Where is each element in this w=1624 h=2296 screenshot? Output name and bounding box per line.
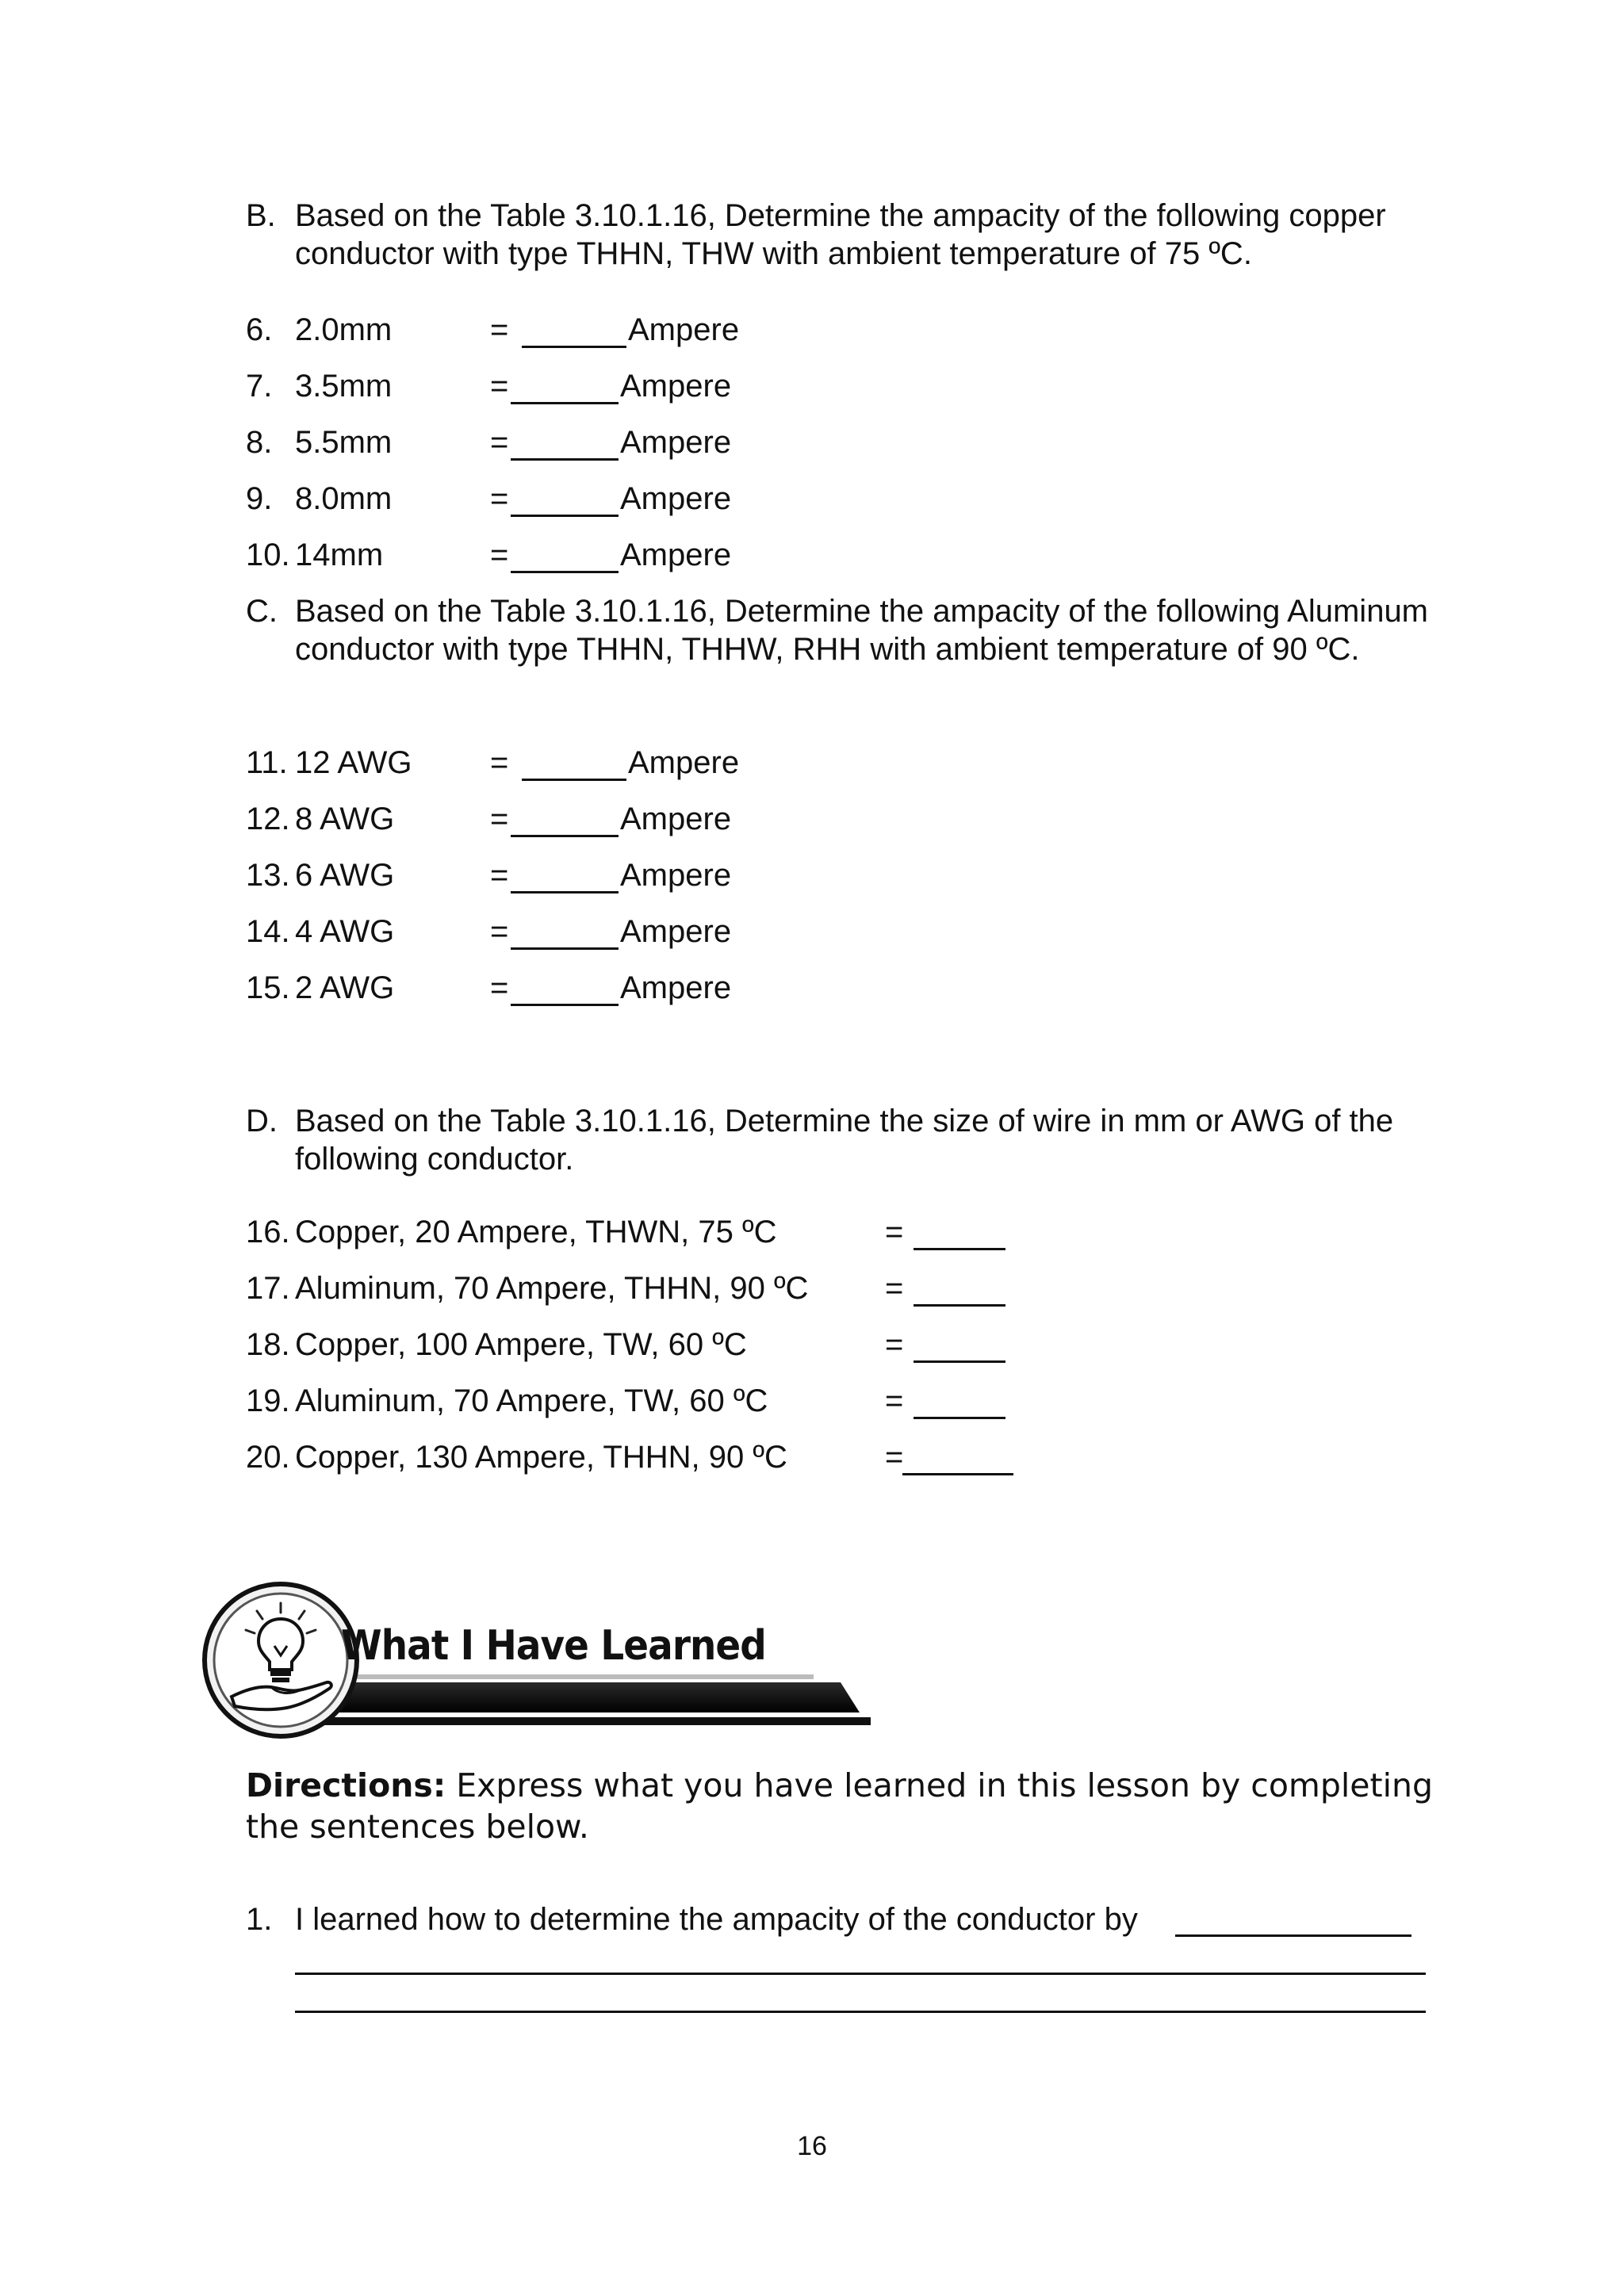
item-number: 7. xyxy=(246,369,273,404)
item-number: 19. xyxy=(246,1383,290,1418)
answer-blank[interactable] xyxy=(511,856,619,894)
item-label: 5.5mm xyxy=(295,425,393,460)
banner-title: What I Have Learned xyxy=(341,1622,766,1670)
unit-label: Ampere xyxy=(620,802,732,836)
item-label: 12 AWG xyxy=(295,745,412,780)
item-label: Copper, 20 Ampere, THWN, 75 ºC xyxy=(295,1215,777,1249)
item-number: 11. xyxy=(246,745,288,780)
item-label: 2.0mm xyxy=(295,312,393,347)
answer-blank[interactable] xyxy=(511,800,619,837)
equals-sign: = xyxy=(490,538,509,572)
directions-paragraph xyxy=(246,1765,1435,1847)
equals-sign: = xyxy=(885,1383,904,1418)
answer-blank[interactable] xyxy=(511,423,619,461)
equals-sign: = xyxy=(490,312,509,347)
answer-line[interactable] xyxy=(1175,1934,1411,1937)
item-number: 12. xyxy=(246,802,290,836)
equals-sign: = xyxy=(885,1215,904,1249)
item-label: Copper, 130 Ampere, THHN, 90 ºC xyxy=(295,1440,787,1475)
unit-label: Ampere xyxy=(620,481,732,516)
equals-sign: = xyxy=(490,425,509,460)
item-label: 8.0mm xyxy=(295,481,393,516)
item-label: 6 AWG xyxy=(295,858,395,893)
section-b-letter: B. xyxy=(246,198,276,233)
equals-sign: = xyxy=(490,858,509,893)
directions-label: Directions: xyxy=(246,1766,446,1804)
item-number: 9. xyxy=(246,481,273,516)
item-label: 2 AWG xyxy=(295,970,395,1005)
unit-label: Ampere xyxy=(620,538,732,572)
answer-blank[interactable] xyxy=(511,969,619,1006)
item-label: 3.5mm xyxy=(295,369,393,404)
section-b-instructions: Based on the Table 3.10.1.16, Determine the ampacity of the following copper conductor with type THHN, THW with ambient temperature of 75 ºC. xyxy=(295,198,1386,271)
unit-label: Ampere xyxy=(620,369,732,404)
answer-blank[interactable] xyxy=(914,1326,1005,1363)
sentence-number: 1. xyxy=(246,1902,273,1937)
equals-sign: = xyxy=(490,914,509,949)
answer-blank[interactable] xyxy=(511,480,619,517)
unit-label: Ampere xyxy=(628,312,740,347)
item-label: 4 AWG xyxy=(295,914,395,949)
section-d-instructions: Based on the Table 3.10.1.16, Determine the size of wire in mm or AWG of the following conductor. xyxy=(295,1104,1394,1177)
answer-blank[interactable] xyxy=(902,1438,1013,1475)
item-number: 13. xyxy=(246,858,290,893)
answer-blank[interactable] xyxy=(522,744,626,781)
page-number: 16 xyxy=(797,2131,827,2161)
item-number: 14. xyxy=(246,914,290,949)
item-number: 18. xyxy=(246,1327,290,1362)
item-label: 8 AWG xyxy=(295,802,395,836)
answer-blank[interactable] xyxy=(511,367,619,404)
item-number: 15. xyxy=(246,970,290,1005)
answer-blank[interactable] xyxy=(914,1213,1005,1250)
answer-blank[interactable] xyxy=(511,536,619,573)
lightbulb-hand-icon xyxy=(220,1597,341,1724)
answer-blank[interactable] xyxy=(914,1269,1005,1307)
item-number: 10. xyxy=(246,538,290,572)
sentence-prompt: I learned how to determine the ampacity of the conductor by xyxy=(295,1902,1138,1937)
item-number: 6. xyxy=(246,312,273,347)
answer-blank[interactable] xyxy=(914,1382,1005,1419)
answer-line[interactable] xyxy=(295,2011,1426,2013)
unit-label: Ampere xyxy=(620,914,732,949)
item-label: Aluminum, 70 Ampere, TW, 60 ºC xyxy=(295,1383,768,1418)
unit-label: Ampere xyxy=(620,970,732,1005)
equals-sign: = xyxy=(490,481,509,516)
what-i-have-learned-banner xyxy=(201,1578,891,1744)
section-c-letter: C. xyxy=(246,594,278,629)
item-number: 17. xyxy=(246,1271,290,1306)
item-number: 16. xyxy=(246,1215,290,1249)
answer-blank[interactable] xyxy=(522,311,626,348)
section-c-instructions: Based on the Table 3.10.1.16, Determine the ampacity of the following Aluminum conductor with type THHN, THHW, RHH with ambient temperature of 90 ºC. xyxy=(295,594,1429,667)
equals-sign: = xyxy=(885,1440,904,1475)
equals-sign: = xyxy=(490,745,509,780)
section-d-letter: D. xyxy=(246,1104,278,1138)
equals-sign: = xyxy=(490,970,509,1005)
item-label: 14mm xyxy=(295,538,384,572)
item-label: Copper, 100 Ampere, TW, 60 ºC xyxy=(295,1327,747,1362)
equals-sign: = xyxy=(490,802,509,836)
equals-sign: = xyxy=(490,369,509,404)
answer-blank[interactable] xyxy=(511,913,619,950)
equals-sign: = xyxy=(885,1327,904,1362)
unit-label: Ampere xyxy=(620,425,732,460)
answer-line[interactable] xyxy=(295,1973,1426,1975)
item-number: 8. xyxy=(246,425,273,460)
unit-label: Ampere xyxy=(620,858,732,893)
unit-label: Ampere xyxy=(628,745,740,780)
item-label: Aluminum, 70 Ampere, THHN, 90 ºC xyxy=(295,1271,809,1306)
equals-sign: = xyxy=(885,1271,904,1306)
item-number: 20. xyxy=(246,1440,290,1475)
directions-text: Express what you have learned in this lesson by completing the sentences below. xyxy=(246,1766,1433,1846)
